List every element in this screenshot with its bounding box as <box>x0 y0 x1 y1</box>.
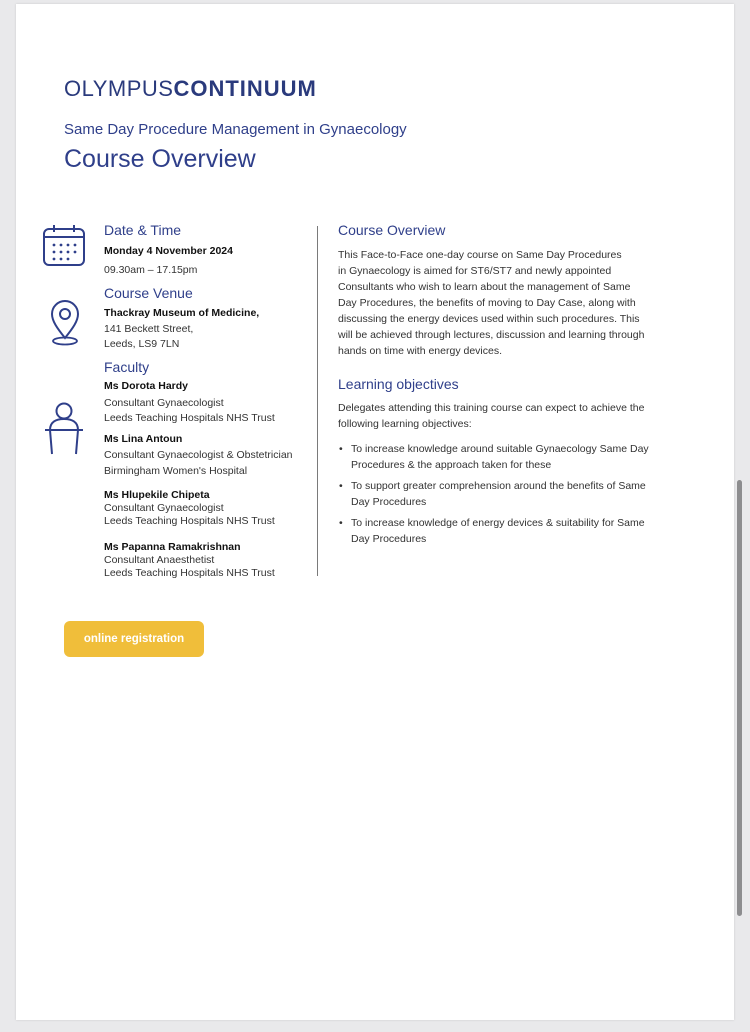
overview-line: will be achieved through lectures, discussion and learning through <box>338 329 645 341</box>
overview-line: Day Procedures, the benefits of moving to Day Case, along with <box>338 297 636 309</box>
faculty-name: Ms Lina Antoun <box>104 433 183 445</box>
olympus-continuum-logo <box>64 76 317 102</box>
course-time: 09.30am – 17.15pm <box>104 264 198 276</box>
faculty-heading: Faculty <box>104 359 150 375</box>
course-date: Monday 4 November 2024 <box>104 245 233 257</box>
objectives-intro <box>338 400 673 432</box>
course-subtitle: Same Day Procedure Management in Gynaecology <box>64 121 407 138</box>
faculty-role: Consultant Gynaecologist & Obstetrician <box>104 449 293 461</box>
venue-heading: Course Venue <box>104 285 193 301</box>
overview-line: discussing the energy devices used within such procedures. This <box>338 313 640 325</box>
faculty-org: Leeds Teaching Hospitals NHS Trust <box>104 412 275 424</box>
faculty-name: Ms Hlupekile Chipeta <box>104 489 210 501</box>
faculty-org: Birmingham Women's Hospital <box>104 465 248 477</box>
logo-part-olympus: OLYMPUS <box>64 76 174 101</box>
venue-name: Thackray Museum of Medicine, <box>104 307 260 319</box>
overview-heading: Course Overview <box>338 222 446 238</box>
objective-line: Procedures & the approach taken for these <box>351 459 552 471</box>
faculty-role: Consultant Anaesthetist <box>104 554 215 566</box>
date-time-heading: Date & Time <box>104 222 182 238</box>
venue-address-line2: Leeds, LS9 7LN <box>104 338 180 350</box>
overview-line: hands on time with energy devices. <box>338 345 503 357</box>
objectives-list <box>338 441 673 552</box>
faculty-role: Consultant Gynaecologist <box>104 397 224 409</box>
bullet-marker: • <box>339 517 343 529</box>
objectives-heading: Learning objectives <box>338 376 459 392</box>
document-page <box>16 4 734 1020</box>
bullet-marker: • <box>339 480 343 492</box>
objective-item <box>338 515 673 547</box>
overview-text <box>338 247 673 359</box>
objective-line: To increase knowledge of energy devices & suitability for Same <box>351 517 645 529</box>
overview-line: Consultants who wish to learn about the management of Same <box>338 281 631 293</box>
objective-item <box>338 441 673 473</box>
logo-part-continuum: CONTINUUM <box>173 76 317 101</box>
page-title: Course Overview <box>64 145 256 173</box>
objective-item <box>338 478 673 510</box>
online-registration-button[interactable]: online registration <box>64 621 204 657</box>
venue-address-line1: 141 Beckett Street, <box>104 323 194 335</box>
objective-line: Day Procedures <box>351 496 427 508</box>
objective-line: To increase knowledge around suitable Gynaecology Same Day <box>351 443 649 455</box>
overview-line: in Gynaecology is aimed for ST6/ST7 and newly appointed <box>338 265 612 277</box>
objective-line: To support greater comprehension around the benefits of Same <box>351 480 646 492</box>
faculty-org: Leeds Teaching Hospitals NHS Trust <box>104 567 275 579</box>
bullet-marker: • <box>339 443 343 455</box>
overview-line: This Face-to-Face one-day course on Same Day Procedures <box>338 249 622 261</box>
column-divider <box>317 226 318 576</box>
objective-line: Day Procedures <box>351 533 427 545</box>
location-pin-icon <box>47 298 83 348</box>
objectives-intro-line: following learning objectives: <box>338 418 472 430</box>
calendar-icon <box>42 223 86 267</box>
speaker-podium-icon <box>43 400 85 456</box>
vertical-scrollbar[interactable] <box>737 480 742 916</box>
faculty-role: Consultant Gynaecologist <box>104 502 224 514</box>
faculty-name: Ms Papanna Ramakrishnan <box>104 541 241 553</box>
faculty-org: Leeds Teaching Hospitals NHS Trust <box>104 515 275 527</box>
faculty-name: Ms Dorota Hardy <box>104 380 189 392</box>
objectives-intro-line: Delegates attending this training course can expect to achieve the <box>338 402 645 414</box>
